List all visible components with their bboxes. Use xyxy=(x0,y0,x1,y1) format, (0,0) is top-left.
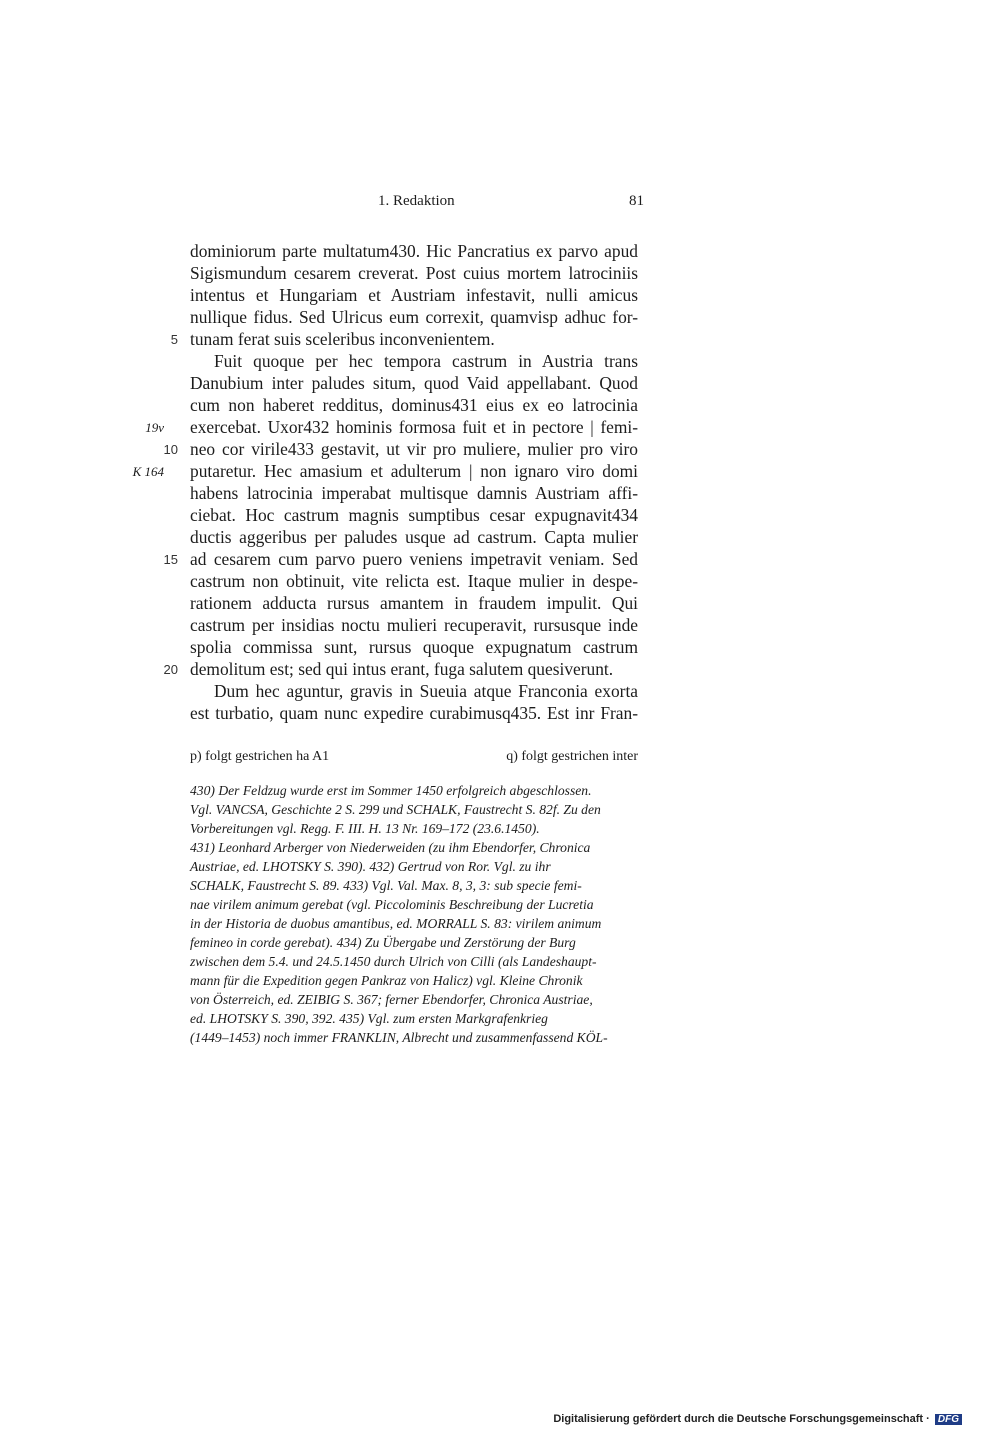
footnote-line: Vorbereitungen vgl. Regg. F. III. H. 13 Nr. 169–172 (23.6.1450). xyxy=(190,821,540,836)
body-line: demolitum est; sed qui intus erant, fuga salutem quesiverunt. xyxy=(190,659,614,679)
body-line: habens latrocinia imperabat multisque damnis Austriam affi- xyxy=(190,483,638,503)
footnote-line: ed. LHOTSKY S. 390, 392. 435) Vgl. zum ersten Markgrafenkrieg xyxy=(190,1011,548,1026)
footnote-line: nae virilem animum gerebat (vgl. Piccolominis Beschreibung der Lucretia xyxy=(190,897,594,912)
manuscript-reference: K 164 xyxy=(132,464,164,479)
footnote-line: femineo in corde gerebat). 434) Zu Übergabe und Zerstörung der Burg xyxy=(190,935,576,950)
body-line: Danubium inter paludes situm, quod Vaid appellabant. Quod xyxy=(190,373,638,393)
body-line: ad cesarem cum parvo puero veniens impetravit veniam. Sed xyxy=(190,549,638,569)
body-line: ciebat. Hoc castrum magnis sumptibus cesar expugnavit434 xyxy=(190,505,638,525)
body-line: Sigismundum cesarem creverat. Post cuius mortem latrociniis xyxy=(190,263,638,283)
line-number: 10 xyxy=(163,442,178,457)
body-line: dominiorum parte multatum430. Hic Pancratius ex parvo apud xyxy=(190,241,638,261)
body-line: cum non haberet redditus, dominus431 eius ex eo latrocinia xyxy=(190,395,638,415)
apparatus-note-p: p) folgt gestrichen ha A1 xyxy=(190,749,330,764)
body-line: Fuit quoque per hec tempora castrum in Austria trans xyxy=(214,351,638,371)
body-line: est turbatio, quam nunc expedire curabimusq435. Est inr Fran- xyxy=(190,703,638,723)
body-line: nullique fidus. Sed Ulricus eum correxit, quamvisp adhuc for- xyxy=(190,307,638,327)
body-line: rationem adducta rursus amantem in fraudem impulit. Qui xyxy=(190,593,638,613)
line-number: 20 xyxy=(163,662,178,677)
body-line: Dum hec aguntur, gravis in Sueuia atque Franconia exorta xyxy=(214,681,638,701)
body-line: intentus et Hungariam et Austriam infestavit, nulli amicus xyxy=(190,285,638,305)
line-number: 5 xyxy=(170,332,178,347)
digitization-credit xyxy=(553,1413,962,1425)
footnote-line: 431) Leonhard Arberger von Niederweiden (zu ihm Ebendorfer, Chronica xyxy=(190,840,591,855)
footnote-line: mann für die Expedition gegen Pankraz von Halicz) vgl. Kleine Chronik xyxy=(190,973,583,988)
credit-text: Digitalisierung gefördert durch die Deutsche Forschungsgemeinschaft · xyxy=(553,1413,930,1425)
footnote-line: SCHALK, Faustrecht S. 89. 433) Vgl. Val. Max. 8, 3, 3: sub specie femi- xyxy=(190,878,582,893)
body-line: putaretur. Hec amasium et adulterum | non ignaro viro domi xyxy=(190,461,638,481)
body-line: spolia commissa sunt, rursus quoque expugnatum castrum xyxy=(190,637,638,657)
body-line: tunam ferat suis sceleribus inconvenientem. xyxy=(190,329,495,349)
footnote-line: Vgl. VANCSA, Geschichte 2 S. 299 und SCHALK, Faustrecht S. 82f. Zu den xyxy=(190,802,601,817)
footnote-line: (1449–1453) noch immer FRANKLIN, Albrecht und zusammenfassend KÖL- xyxy=(190,1030,608,1045)
dfg-logo: DFG xyxy=(935,1414,962,1425)
body-line: castrum non obtinuit, vite relicta est. Itaque mulier in despe- xyxy=(190,571,638,591)
footnote-line: 430) Der Feldzug wurde erst im Sommer 1450 erfolgreich abgeschlossen. xyxy=(190,783,592,798)
footnote-line: in der Historia de duobus amantibus, ed. MORRALL S. 83: virilem animum xyxy=(190,916,602,931)
footnote-line: zwischen dem 5.4. und 24.5.1450 durch Ulrich von Cilli (als Landeshaupt- xyxy=(190,954,597,969)
header-title: 1. Redaktion xyxy=(378,193,455,209)
page-number: 81 xyxy=(629,193,644,209)
folio-reference: 19v xyxy=(145,420,164,435)
footnote-line: Austriae, ed. LHOTSKY S. 390). 432) Gertrud von Ror. Vgl. zu ihr xyxy=(190,859,551,874)
body-line: castrum per insidias noctu mulieri recuperavit, rursusque inde xyxy=(190,615,638,635)
body-line: neo cor virile433 gestavit, ut vir pro muliere, mulier pro viro xyxy=(190,439,638,459)
body-line: exercebat. Uxor432 hominis formosa fuit et in pectore | femi- xyxy=(190,417,638,437)
footnote-line: von Österreich, ed. ZEIBIG S. 367; ferner Ebendorfer, Chronica Austriae, xyxy=(190,992,593,1007)
body-line: ductis aggeribus per paludes usque ad castrum. Capta mulier xyxy=(190,527,638,547)
line-number: 15 xyxy=(163,552,178,567)
apparatus-note-q: q) folgt gestrichen inter xyxy=(506,749,638,764)
